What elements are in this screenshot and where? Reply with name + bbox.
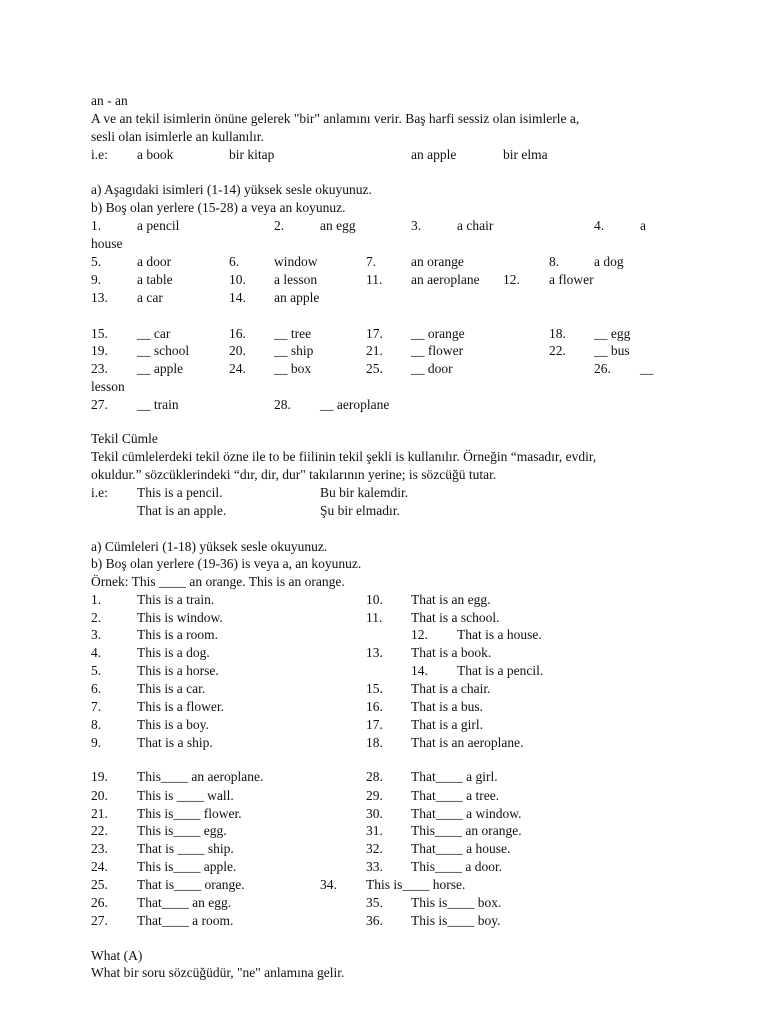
item-number: 21. bbox=[91, 806, 108, 821]
item-number: 1. bbox=[91, 592, 102, 607]
item-number: 8. bbox=[91, 717, 102, 732]
item-number: 1. bbox=[91, 218, 102, 233]
item-text: This is____ egg. bbox=[137, 823, 227, 838]
item-text: That is ____ ship. bbox=[137, 841, 234, 856]
item-text: That is a pencil. bbox=[457, 663, 544, 678]
item-text: This is a boy. bbox=[137, 717, 209, 732]
item-number: 12. bbox=[503, 272, 520, 287]
item-text: This is____ box. bbox=[411, 895, 502, 910]
item-number: 26. bbox=[91, 895, 108, 910]
item-text: This is window. bbox=[137, 610, 223, 625]
item-text: __ flower bbox=[411, 343, 464, 358]
item-number: 34. bbox=[320, 877, 337, 892]
paragraph-line: okuldur.” sözcüklerindeki “dır, dir, dur" takılarının yerine; is sözcüğü tutar. bbox=[91, 467, 497, 482]
item-text: That is____ orange. bbox=[137, 877, 245, 892]
item-text: __ door bbox=[411, 361, 453, 376]
item-text: __ school bbox=[137, 343, 190, 358]
item-number: 35. bbox=[366, 895, 383, 910]
item-number: 11. bbox=[366, 272, 383, 287]
item-number: 28. bbox=[366, 769, 383, 784]
item-text: __ car bbox=[137, 326, 171, 341]
item-text: That is a girl. bbox=[411, 717, 483, 732]
item-number: 24. bbox=[91, 859, 108, 874]
item-number: 2. bbox=[91, 610, 102, 625]
example-turkish: Bu bir kalemdir. bbox=[320, 485, 409, 500]
example-english: That is an apple. bbox=[137, 503, 227, 518]
item-text: lesson bbox=[91, 379, 125, 394]
item-text: That is a ship. bbox=[137, 735, 213, 750]
item-text: a flower bbox=[549, 272, 594, 287]
item-text: This is____ boy. bbox=[411, 913, 501, 928]
instruction: a) Aşagıdaki isimleri (1-14) yüksek sesle okuyunuz. bbox=[91, 182, 372, 197]
example-turkish: bir elma bbox=[503, 147, 548, 162]
item-number: 17. bbox=[366, 326, 383, 341]
example-english: an apple bbox=[411, 147, 457, 162]
paragraph-line: Tekil cümlelerdeki tekil özne ile to be fiilinin tekil şekli is kullanılır. Örneğin “masadır, evdir, bbox=[91, 449, 597, 464]
item-text: This is a train. bbox=[137, 592, 215, 607]
item-number: 6. bbox=[229, 254, 240, 269]
item-number: 10. bbox=[366, 592, 383, 607]
item-text: __ train bbox=[137, 397, 179, 412]
item-number: 25. bbox=[366, 361, 383, 376]
item-text: a door bbox=[137, 254, 172, 269]
item-text: __ egg bbox=[594, 326, 631, 341]
item-text: __ aeroplane bbox=[320, 397, 390, 412]
item-text: That is an egg. bbox=[411, 592, 491, 607]
instruction: b) Boş olan yerlere (19-36) is veya a, an koyunuz. bbox=[91, 556, 362, 571]
instruction: a) Cümleleri (1-18) yüksek sesle okuyunuz. bbox=[91, 539, 328, 554]
item-number: 29. bbox=[366, 788, 383, 803]
item-number: 25. bbox=[91, 877, 108, 892]
example-turkish: Şu bir elmadır. bbox=[320, 503, 400, 518]
item-number: 4. bbox=[91, 645, 102, 660]
item-number: 19. bbox=[91, 769, 108, 784]
item-text: an apple bbox=[274, 290, 320, 305]
item-number: 14. bbox=[411, 663, 428, 678]
item-text: That____ a tree. bbox=[411, 788, 500, 803]
example-english: a book bbox=[137, 147, 174, 162]
item-text: That____ a room. bbox=[137, 913, 234, 928]
item-text: This is a dog. bbox=[137, 645, 210, 660]
section-heading: What (A) bbox=[91, 948, 143, 963]
item-number: 22. bbox=[91, 823, 108, 838]
item-number: 27. bbox=[91, 913, 108, 928]
item-text: That is a school. bbox=[411, 610, 500, 625]
item-text: That is an aeroplane. bbox=[411, 735, 524, 750]
item-number: 17. bbox=[366, 717, 383, 732]
item-number: 10. bbox=[229, 272, 246, 287]
item-number: 32. bbox=[366, 841, 383, 856]
paragraph-line: What bir soru sözcüğüdür, "ne" anlamına gelir. bbox=[91, 965, 345, 980]
item-number: 7. bbox=[366, 254, 377, 269]
paragraph-line: sesli olan isimlerle an kullanılır. bbox=[91, 129, 264, 144]
item-number: 20. bbox=[229, 343, 246, 358]
item-number: 16. bbox=[366, 699, 383, 714]
item-text: This____ a door. bbox=[411, 859, 503, 874]
item-text: That____ an egg. bbox=[137, 895, 232, 910]
item-number: 2. bbox=[274, 218, 285, 233]
item-text: __ tree bbox=[274, 326, 312, 341]
item-text: a lesson bbox=[274, 272, 318, 287]
item-text: a dog bbox=[594, 254, 624, 269]
item-number: 22. bbox=[549, 343, 566, 358]
instruction: b) Boş olan yerlere (15-28) a veya an koyunuz. bbox=[91, 200, 346, 215]
item-text: That is a bus. bbox=[411, 699, 483, 714]
item-number: 24. bbox=[229, 361, 246, 376]
item-number: 19. bbox=[91, 343, 108, 358]
example-label: i.e: bbox=[91, 147, 108, 162]
paragraph-line: A ve an tekil isimlerin önüne gelerek "bir" anlamını verir. Baş harfi sessiz olan isimlerle a, bbox=[91, 111, 580, 126]
item-number: 18. bbox=[549, 326, 566, 341]
item-number: 5. bbox=[91, 663, 102, 678]
item-number: 36. bbox=[366, 913, 383, 928]
item-number: 7. bbox=[91, 699, 102, 714]
item-number: 27. bbox=[91, 397, 108, 412]
item-text: This is____ horse. bbox=[366, 877, 466, 892]
item-text: This is a room. bbox=[137, 627, 218, 642]
item-text: This is ____ wall. bbox=[137, 788, 234, 803]
item-text: __ orange bbox=[411, 326, 465, 341]
example-label: i.e: bbox=[91, 485, 108, 500]
item-text: an egg bbox=[320, 218, 356, 233]
item-text: a table bbox=[137, 272, 173, 287]
item-number: 31. bbox=[366, 823, 383, 838]
item-number: 13. bbox=[91, 290, 108, 305]
item-text: __ box bbox=[274, 361, 312, 376]
item-text: house bbox=[91, 236, 123, 251]
item-number: 26. bbox=[594, 361, 611, 376]
item-number: 30. bbox=[366, 806, 383, 821]
section-heading: an - an bbox=[91, 93, 128, 108]
item-number: 21. bbox=[366, 343, 383, 358]
item-number: 8. bbox=[549, 254, 560, 269]
item-number: 23. bbox=[91, 361, 108, 376]
item-number: 18. bbox=[366, 735, 383, 750]
item-text: __ ship bbox=[274, 343, 314, 358]
item-text: This is a car. bbox=[137, 681, 206, 696]
item-text: a chair bbox=[457, 218, 494, 233]
item-text: This is a horse. bbox=[137, 663, 219, 678]
item-text: an orange bbox=[411, 254, 464, 269]
item-number: 15. bbox=[91, 326, 108, 341]
item-number: 23. bbox=[91, 841, 108, 856]
item-text: That is a house. bbox=[457, 627, 542, 642]
item-number: 14. bbox=[229, 290, 246, 305]
item-number: 15. bbox=[366, 681, 383, 696]
section-heading: Tekil Cümle bbox=[91, 431, 158, 446]
item-text: This____ an orange. bbox=[411, 823, 522, 838]
item-number: 9. bbox=[91, 272, 102, 287]
item-number: 28. bbox=[274, 397, 291, 412]
item-number: 6. bbox=[91, 681, 102, 696]
item-text: a bbox=[640, 218, 646, 233]
item-number: 16. bbox=[229, 326, 246, 341]
item-number: 11. bbox=[366, 610, 383, 625]
example-sentence: Örnek: This ____ an orange. This is an orange. bbox=[91, 574, 345, 589]
item-text: This is____ flower. bbox=[137, 806, 242, 821]
item-text: a car bbox=[137, 290, 163, 305]
item-text: window bbox=[274, 254, 318, 269]
item-text: __ bbox=[640, 361, 654, 376]
item-number: 9. bbox=[91, 735, 102, 750]
item-number: 5. bbox=[91, 254, 102, 269]
example-english: This is a pencil. bbox=[137, 485, 223, 500]
item-text: That is a book. bbox=[411, 645, 492, 660]
item-text: That is a chair. bbox=[411, 681, 491, 696]
item-text: This____ an aeroplane. bbox=[137, 769, 264, 784]
item-text: That____ a window. bbox=[411, 806, 522, 821]
item-number: 4. bbox=[594, 218, 605, 233]
item-number: 13. bbox=[366, 645, 383, 660]
item-text: __ bus bbox=[594, 343, 630, 358]
item-number: 33. bbox=[366, 859, 383, 874]
item-number: 3. bbox=[91, 627, 102, 642]
item-text: That____ a house. bbox=[411, 841, 511, 856]
item-text: an aeroplane bbox=[411, 272, 480, 287]
example-turkish: bir kitap bbox=[229, 147, 275, 162]
item-number: 12. bbox=[411, 627, 428, 642]
item-number: 3. bbox=[411, 218, 422, 233]
item-text: __ apple bbox=[137, 361, 184, 376]
item-text: This is a flower. bbox=[137, 699, 224, 714]
item-text: a pencil bbox=[137, 218, 180, 233]
item-text: This is____ apple. bbox=[137, 859, 237, 874]
item-number: 20. bbox=[91, 788, 108, 803]
item-text: That____ a girl. bbox=[411, 769, 498, 784]
